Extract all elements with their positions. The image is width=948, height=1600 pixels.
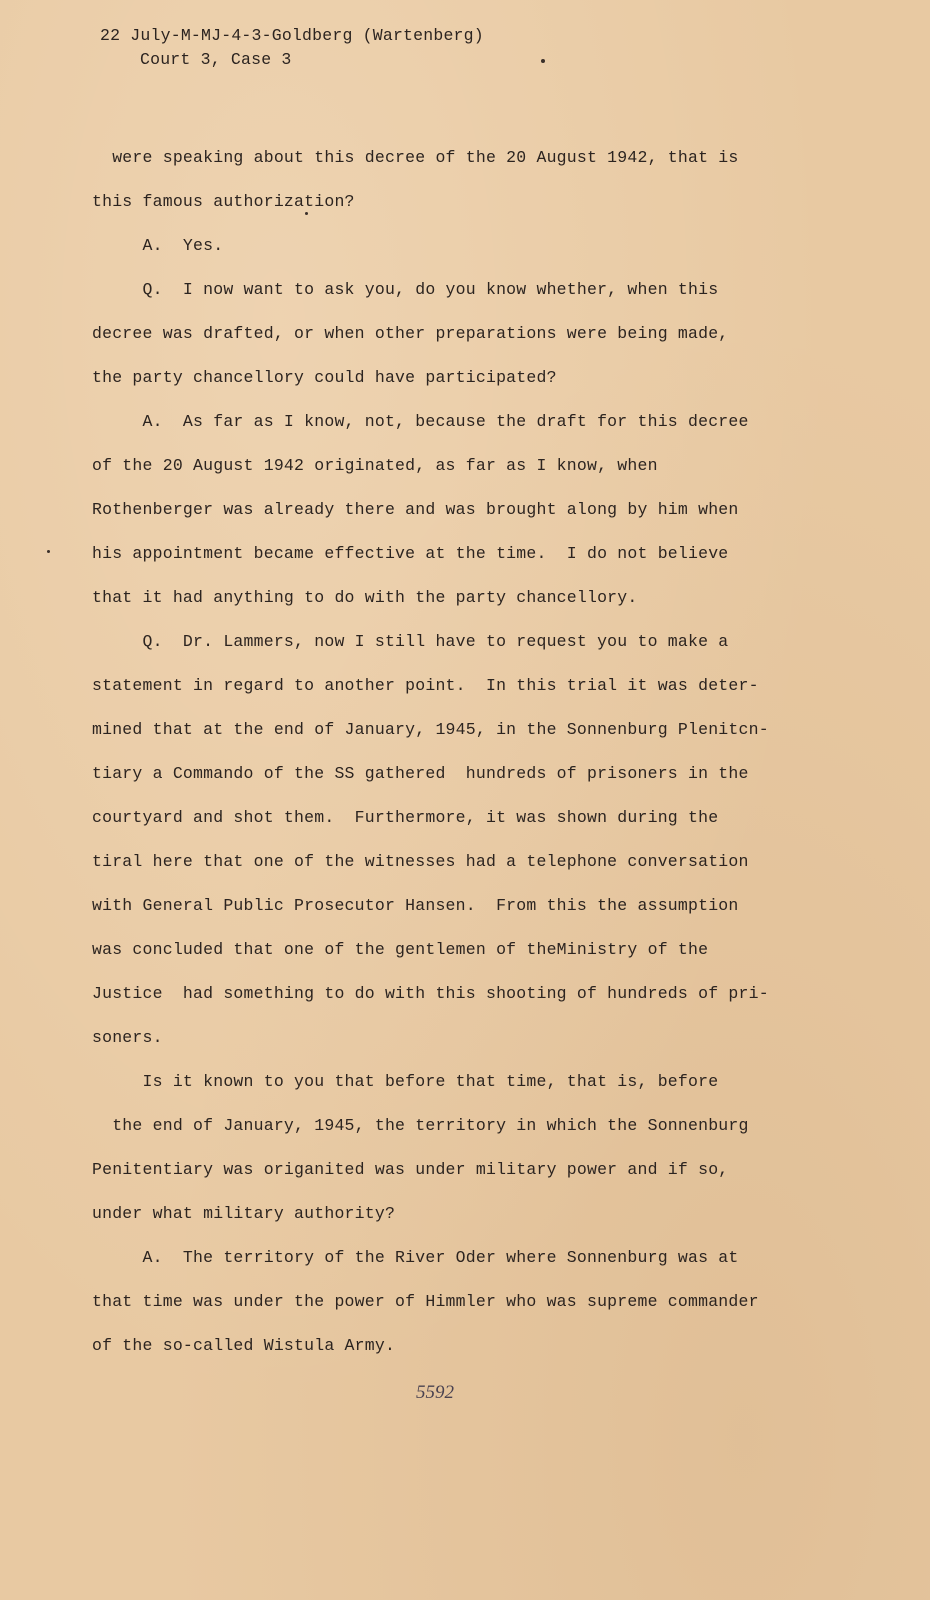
- text-line: the end of January, 1945, the territory in which the Sonnenburg: [92, 1116, 749, 1135]
- text-line: Q. Dr. Lammers, now I still have to request you to make a: [92, 632, 729, 651]
- text-line: tiral here that one of the witnesses had a telephone conversation: [92, 852, 749, 871]
- text-line: A. The territory of the River Oder where Sonnenburg was at: [92, 1248, 739, 1267]
- text-line: decree was drafted, or when other preparations were being made,: [92, 324, 729, 343]
- text-line: courtyard and shot them. Furthermore, it was shown during the: [92, 808, 719, 827]
- text-line: under what military authority?: [92, 1204, 396, 1223]
- text-line: was concluded that one of the gentlemen of theMinistry of the: [92, 940, 709, 959]
- text-line: Rothenberger was already there and was brought along by him when: [92, 500, 739, 519]
- text-line: with General Public Prosecutor Hansen. From this the assumption: [92, 896, 739, 915]
- text-line: Q. I now want to ask you, do you know whether, when this: [92, 280, 719, 299]
- text-line: that time was under the power of Himmler who was supreme commander: [92, 1292, 759, 1311]
- paper-speck: [541, 59, 545, 63]
- paper-speck: [47, 550, 50, 553]
- text-line: A. Yes.: [92, 236, 224, 255]
- text-line: statement in regard to another point. In this trial it was deter-: [92, 676, 759, 695]
- court-case-label: Court 3, Case 3: [140, 50, 292, 69]
- testimony-text: [92, 148, 769, 1380]
- text-line: that it had anything to do with the party chancellory.: [92, 588, 638, 607]
- text-line: of the 20 August 1942 originated, as far as I know, when: [92, 456, 658, 475]
- text-line: Is it known to you that before that time, that is, before: [92, 1072, 719, 1091]
- text-line: the party chancellory could have participated?: [92, 368, 557, 387]
- paper-speck: [305, 212, 308, 215]
- text-line: this famous authorization?: [92, 192, 355, 211]
- text-line: soners.: [92, 1028, 163, 1047]
- text-line: his appointment became effective at the time. I do not believe: [92, 544, 729, 563]
- document-reference: 22 July-M-MJ-4-3-Goldberg (Wartenberg): [100, 26, 484, 45]
- text-line: tiary a Commando of the SS gathered hundreds of prisoners in the: [92, 764, 749, 783]
- text-line: Penitentiary was origanited was under military power and if so,: [92, 1160, 729, 1179]
- text-line: mined that at the end of January, 1945, in the Sonnenburg Plenitcn-: [92, 720, 769, 739]
- text-line: were speaking about this decree of the 20 August 1942, that is: [92, 148, 739, 167]
- scan-margin: [930, 0, 948, 1600]
- text-line: of the so-called Wistula Army.: [92, 1336, 396, 1355]
- page-number: 5592: [416, 1382, 454, 1403]
- text-line: A. As far as I know, not, because the draft for this decree: [92, 412, 749, 431]
- text-line: Justice had something to do with this shooting of hundreds of pri-: [92, 984, 769, 1003]
